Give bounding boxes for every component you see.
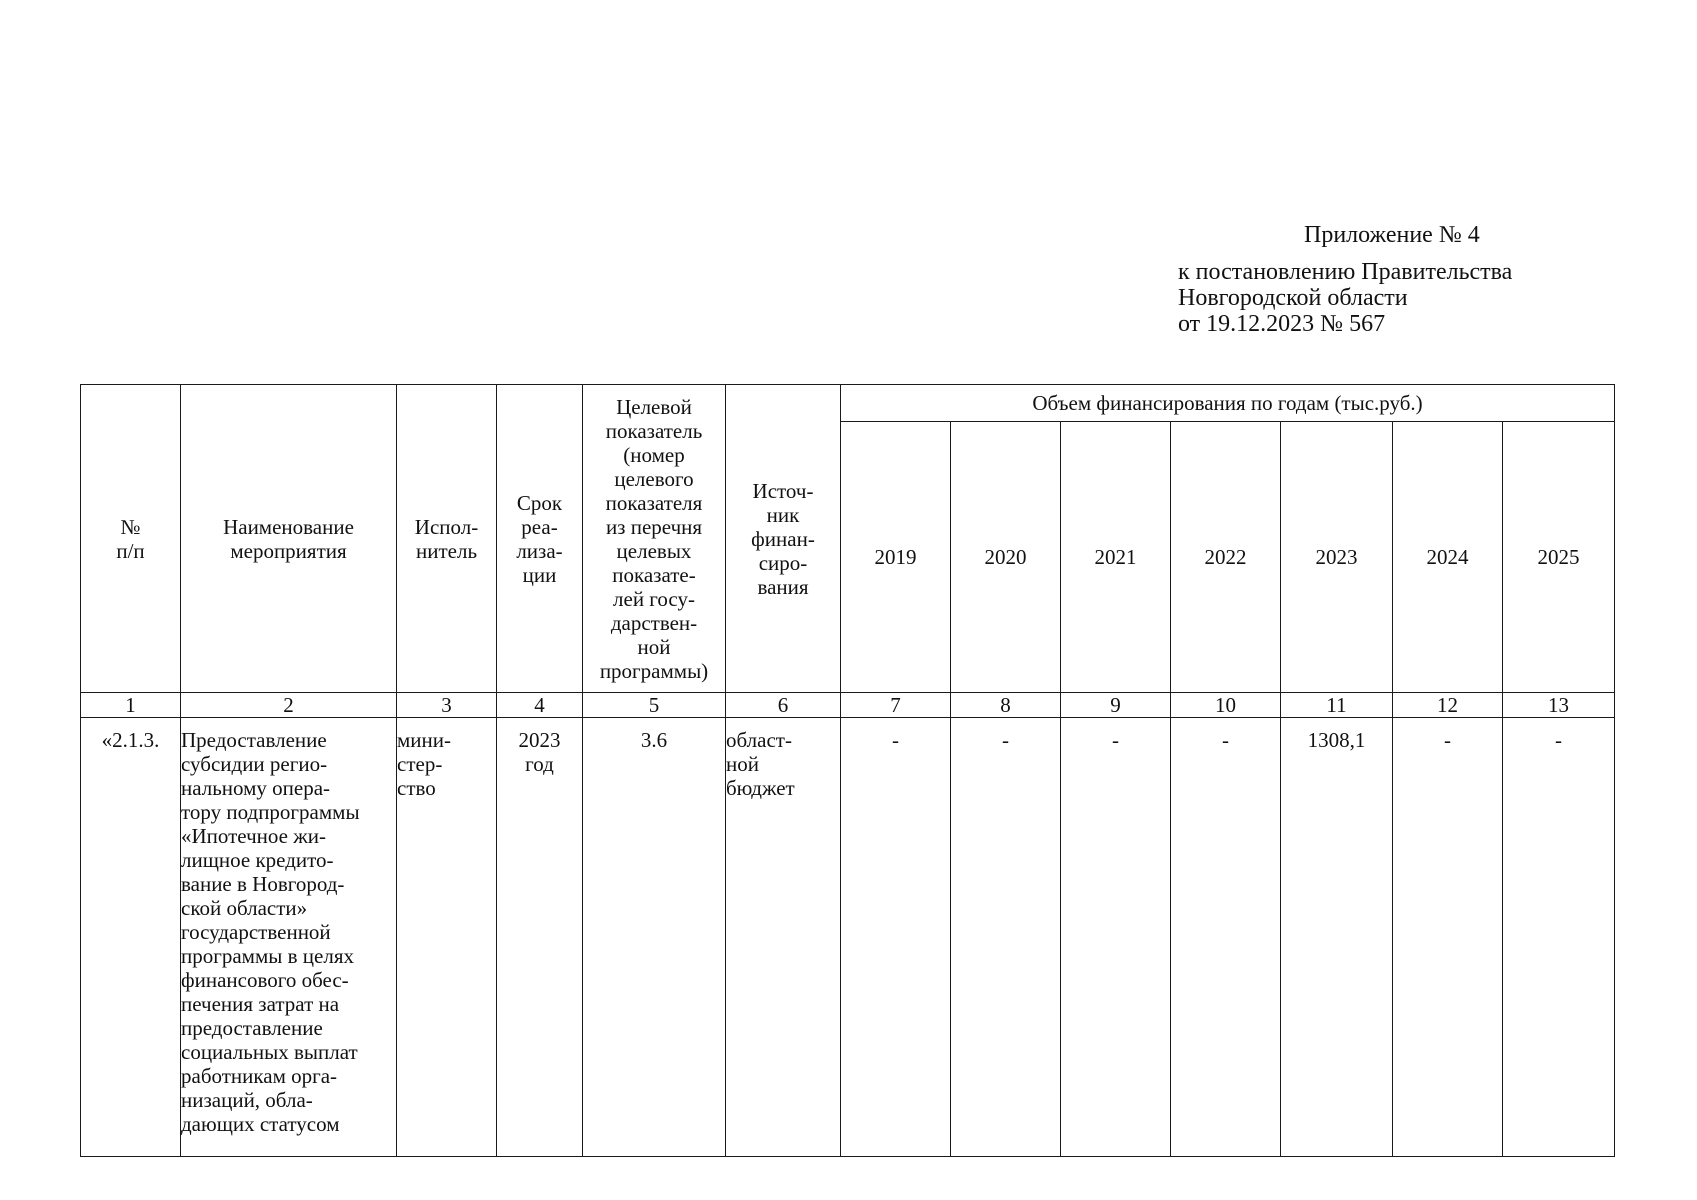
header-year: 2020 [951, 422, 1061, 693]
column-number: 5 [583, 693, 726, 718]
header-funding-group: Объем финансирования по годам (тыс.руб.) [841, 385, 1615, 422]
header-year: 2025 [1503, 422, 1615, 693]
appendix-line: к постановлению Правительства [1178, 259, 1513, 285]
column-number: 3 [397, 693, 497, 718]
cell-source: област- ной бюджет [726, 718, 841, 1157]
column-number: 7 [841, 693, 951, 718]
cell-value: - [841, 718, 951, 1157]
column-number: 13 [1503, 693, 1615, 718]
column-number: 8 [951, 693, 1061, 718]
header-year: 2023 [1281, 422, 1393, 693]
header-year: 2021 [1061, 422, 1171, 693]
header-num: № п/п [81, 385, 181, 693]
header-year: 2019 [841, 422, 951, 693]
appendix-header [1178, 222, 1512, 337]
cell-term: 2023 год [497, 718, 583, 1157]
cell-value: - [1171, 718, 1281, 1157]
header-year: 2022 [1171, 422, 1281, 693]
header-term: Срок реа- лиза- ции [497, 385, 583, 693]
column-number: 4 [497, 693, 583, 718]
financing-table [80, 384, 1615, 1157]
cell-value: - [951, 718, 1061, 1157]
cell-target: 3.6 [583, 718, 726, 1157]
header-year: 2024 [1393, 422, 1503, 693]
cell-name: Предоставление субсидии регио- нальному опера- тору подпрограммы «Ипотечное жи- лищное кредито- вание в Новгород- ской области» государственной программы в целях финансового обес- печения затрат на предоставление социальных выплат работникам орга- низаций, обла- дающих статусом [181, 718, 397, 1157]
column-number: 2 [181, 693, 397, 718]
column-number: 6 [726, 693, 841, 718]
cell-value: - [1503, 718, 1615, 1157]
column-number: 11 [1281, 693, 1393, 718]
column-numbers-row [81, 693, 1615, 718]
cell-value: 1308,1 [1281, 718, 1393, 1157]
header-row [81, 385, 1615, 422]
table-row [81, 718, 1615, 1157]
appendix-line: Новгородской области [1178, 285, 1408, 311]
header-target: Целевой показатель (номер целевого показателя из перечня целевых показате- лей госу- дарствен- ной программы) [583, 385, 726, 693]
header-source: Источ- ник финан- сиро- вания [726, 385, 841, 693]
appendix-title: Приложение № 4 [1304, 222, 1480, 248]
header-executor: Испол- нитель [397, 385, 497, 693]
cell-value: - [1393, 718, 1503, 1157]
cell-num: «2.1.3. [81, 718, 181, 1157]
column-number: 1 [81, 693, 181, 718]
column-number: 12 [1393, 693, 1503, 718]
column-number: 9 [1061, 693, 1171, 718]
cell-value: - [1061, 718, 1171, 1157]
cell-executor: мини- стер- ство [397, 718, 497, 1157]
appendix-line: от 19.12.2023 № 567 [1178, 311, 1386, 337]
header-name: Наименование мероприятия [181, 385, 397, 693]
column-number: 10 [1171, 693, 1281, 718]
